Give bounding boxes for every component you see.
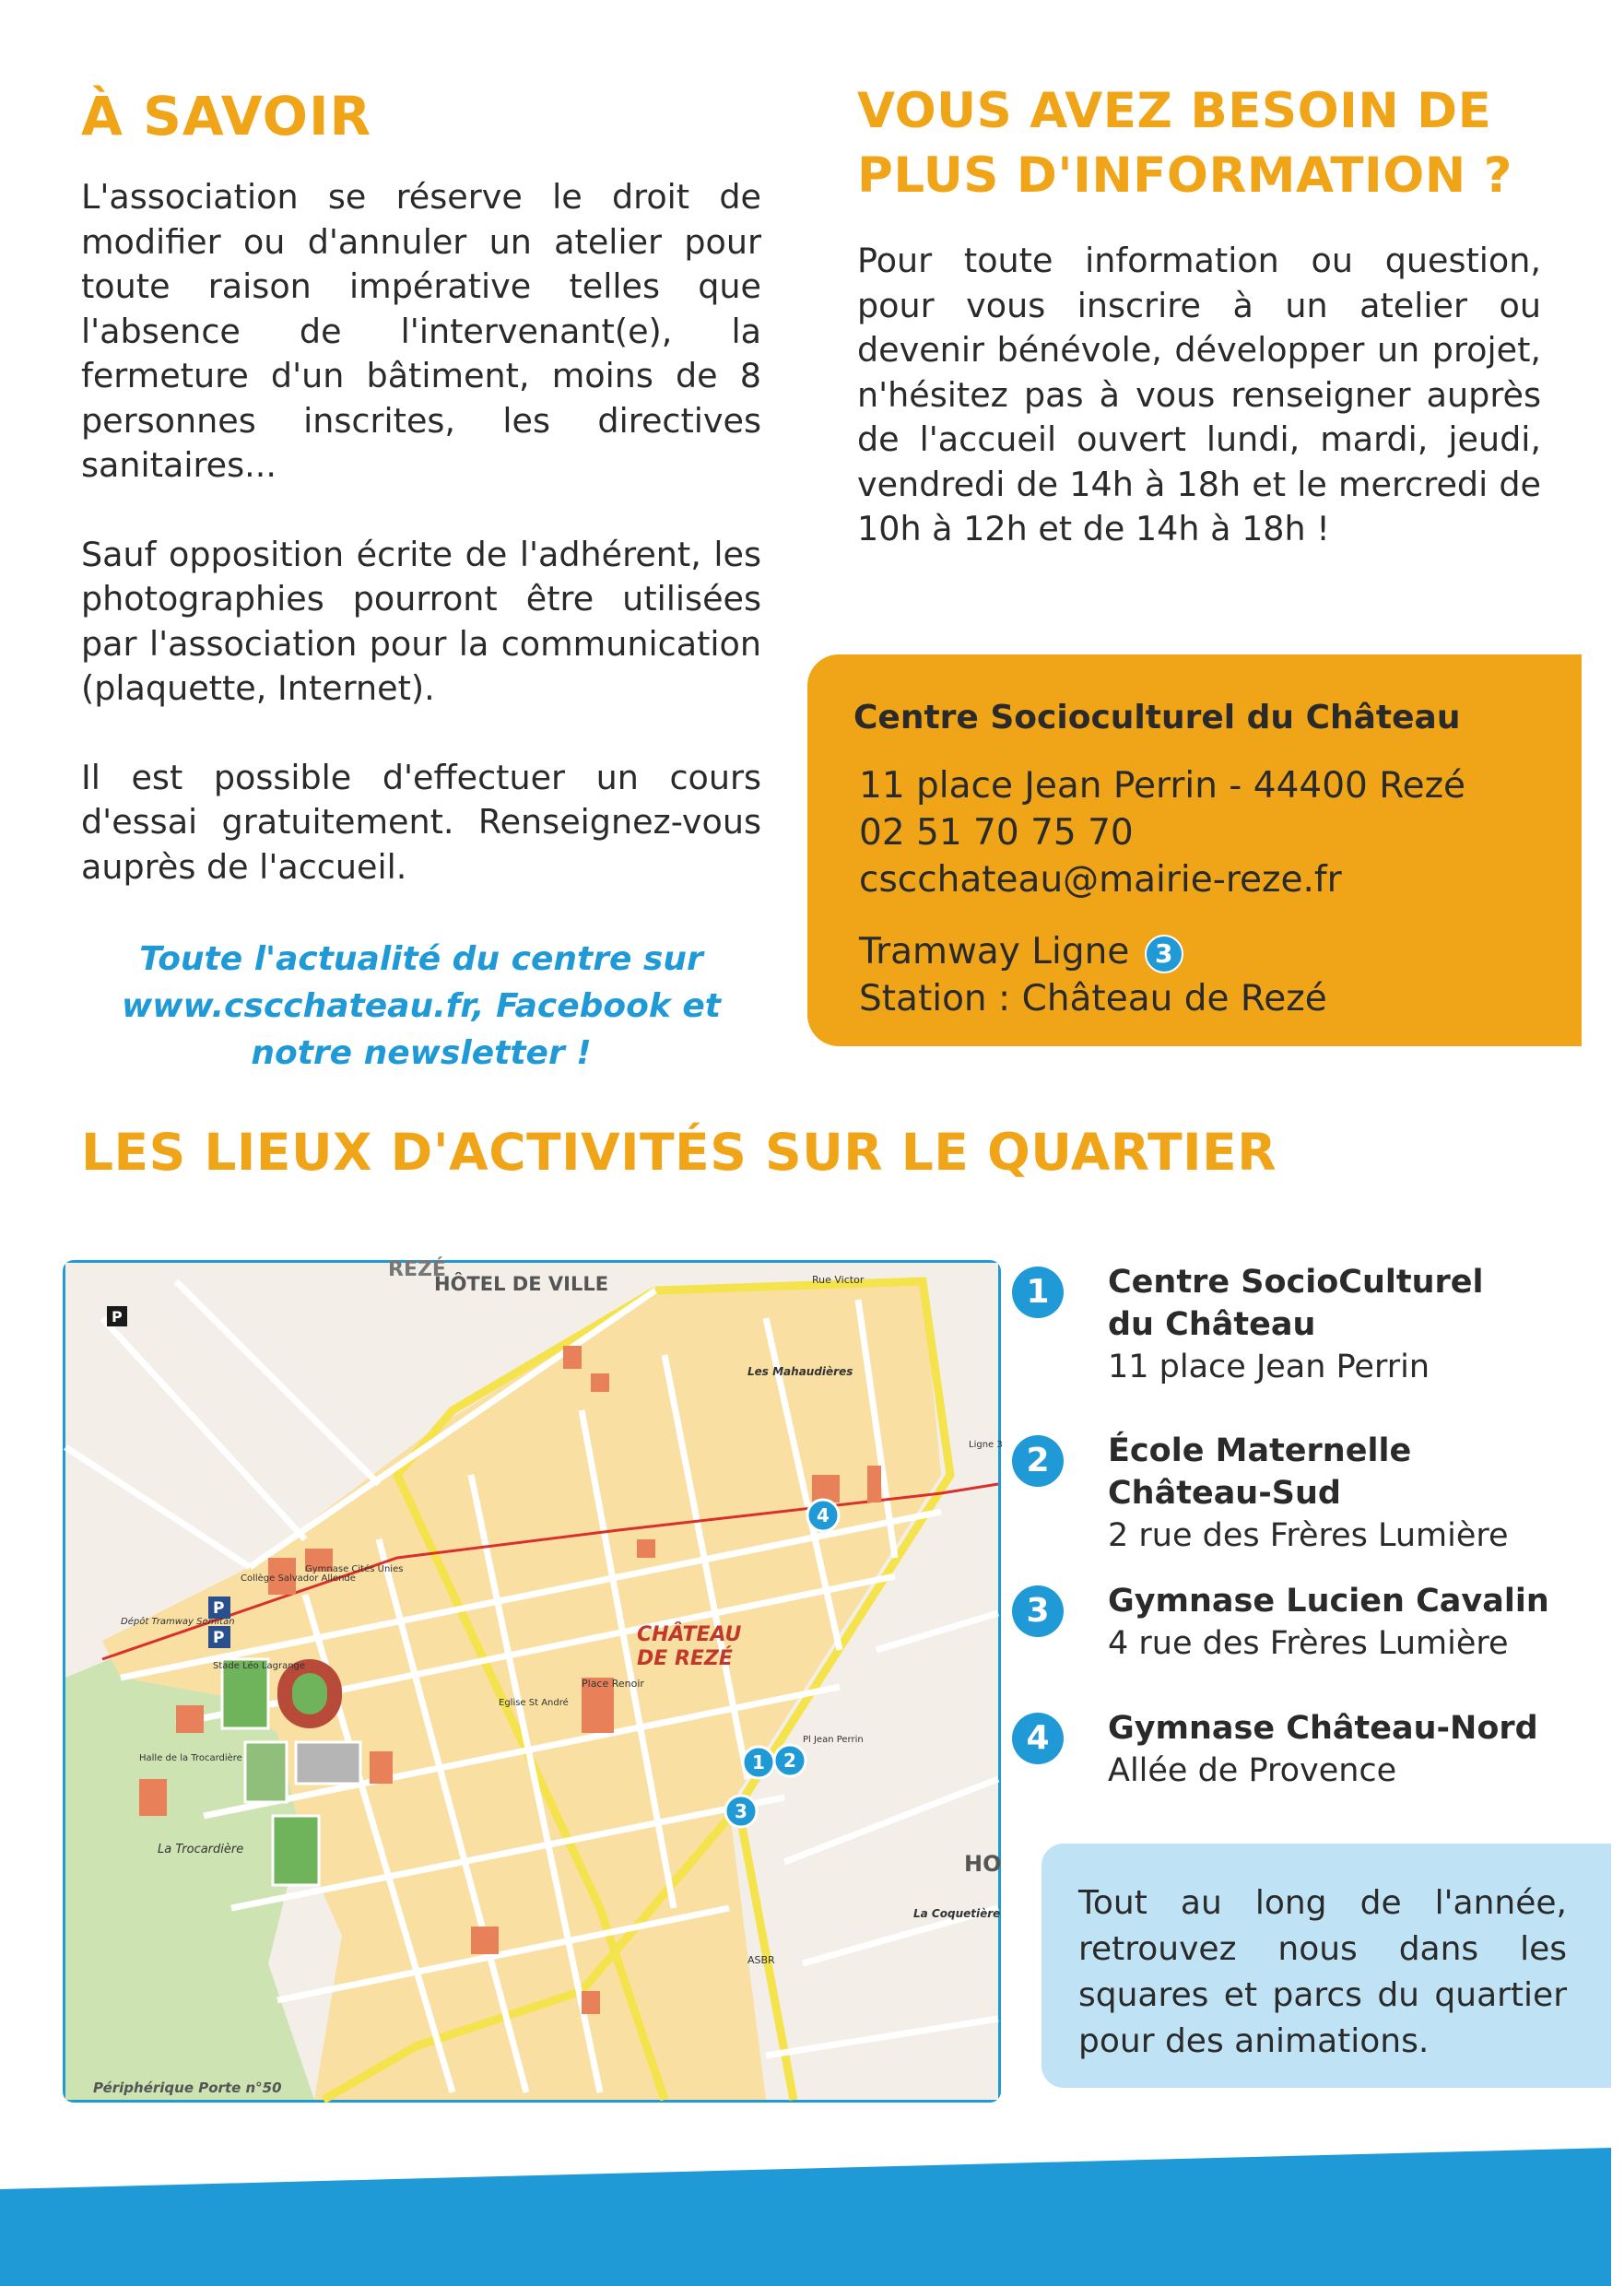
marker-3[interactable] xyxy=(725,1796,757,1827)
marker-4[interactable] xyxy=(807,1500,839,1531)
legend-text-3 xyxy=(1108,1580,1624,1665)
map-label-depot: Dépôt Tramway Semitan xyxy=(121,1617,235,1627)
website-note-line-1: Toute l'actualité du centre sur xyxy=(139,940,703,978)
map-label-asbr: ASBR xyxy=(747,1954,775,1966)
map-label-jean-perrin: Pl Jean Perrin xyxy=(803,1735,864,1745)
legend-text-1 xyxy=(1108,1261,1624,1388)
map-label-mahaudieres: Les Mahaudières xyxy=(747,1365,853,1378)
svg-text:3: 3 xyxy=(735,1800,747,1822)
contact-name: Centre Socioculturel du Château xyxy=(853,699,1461,736)
map-label-ligne-3: Ligne 3 xyxy=(969,1440,1003,1450)
map-label-reze: REZÉ xyxy=(388,1258,446,1281)
sports-field-3 xyxy=(296,1742,360,1784)
legend-text-2 xyxy=(1108,1430,1624,1557)
info-title-line-1: VOUS AVEZ BESOIN DE xyxy=(857,83,1492,139)
map-label-stade: Stade Léo Lagrange xyxy=(213,1661,306,1671)
legend-address-1: 11 place Jean Perrin xyxy=(1108,1349,1430,1385)
athletics-field xyxy=(292,1673,327,1714)
squares-note-box xyxy=(1041,1844,1611,2088)
contact-box xyxy=(807,654,1582,1046)
savoir-paragraph-1: L'association se réserve le droit de modifier ou d'annuler un atelier pour toute raison impérative telles que l'absence de l'intervenant(e), la fermeture d'un bâtiment, moins de 8 personnes inscrites, les directives sanitaires... xyxy=(81,177,761,485)
info-title-line-2: PLUS D'INFORMATION ? xyxy=(857,147,1512,204)
map-label-hotel-de-ville: HÔTEL DE VILLE xyxy=(434,1273,609,1295)
map-drawing xyxy=(65,1258,1003,2100)
savoir-body xyxy=(81,175,761,934)
map-label-de-reze: DE REZÉ xyxy=(637,1647,733,1670)
info-body: Pour toute information ou question, pour vous inscrire à un atelier ou devenir bénévole, développer un projet, n'hésitez pas à vous renseigner auprès de l'accueil ouvert lundi, mardi, jeudi, vendredi de 14h à 18h et le mercredi de 10h à 12h et de 14h à 18h ! xyxy=(857,241,1541,548)
legend-name-1a: Centre SocioCulturel xyxy=(1108,1264,1484,1301)
website-note-line-3: notre newsletter ! xyxy=(251,1034,592,1072)
svg-text:P: P xyxy=(213,1599,225,1618)
legend-number-2: 2 xyxy=(1012,1435,1064,1487)
svg-text:P: P xyxy=(213,1629,225,1647)
website-note-line-2[interactable]: www.cscchateau.fr, Facebook et xyxy=(122,987,721,1025)
svg-text:P: P xyxy=(112,1308,123,1326)
map-label-rue-victor: Rue Victor xyxy=(812,1274,865,1286)
marker-2[interactable] xyxy=(774,1745,806,1776)
neighborhood-map xyxy=(63,1260,1001,2103)
contact-details xyxy=(859,762,1465,903)
svg-text:4: 4 xyxy=(817,1504,830,1526)
sports-field-4 xyxy=(273,1816,319,1885)
legend-name-1b: du Château xyxy=(1108,1306,1316,1343)
contact-tram xyxy=(859,928,1327,1022)
map-label-chateau: CHÂTEAU xyxy=(637,1623,742,1646)
legend-name-4a: Gymnase Château-Nord xyxy=(1108,1710,1538,1747)
savoir-title: À SAVOIR xyxy=(81,85,372,147)
svg-text:2: 2 xyxy=(783,1750,796,1772)
tram-line-badge: 3 xyxy=(1145,935,1183,973)
website-note xyxy=(81,936,761,1077)
contact-phone[interactable]: 02 51 70 75 70 xyxy=(859,812,1134,854)
savoir-paragraph-2: Sauf opposition écrite de l'adhérent, les photographies pourront être utilisées par l'association pour la communication (plaquette, Internet). xyxy=(81,534,761,708)
map-label-ho: HO xyxy=(964,1851,1002,1877)
legend-address-4: Allée de Provence xyxy=(1108,1752,1397,1789)
contact-address: 11 place Jean Perrin - 44400 Rezé xyxy=(859,765,1466,807)
legend-name-3a: Gymnase Lucien Cavalin xyxy=(1108,1583,1549,1620)
map-label-trocardiere: La Trocardière xyxy=(158,1843,244,1856)
tram-label: Tramway Ligne xyxy=(859,931,1130,972)
map-label-eglise: Eglise St André xyxy=(499,1698,569,1708)
legend-name-2b: Château-Sud xyxy=(1108,1475,1341,1512)
lieux-title: LES LIEUX D'ACTIVITÉS SUR LE QUARTIER xyxy=(81,1123,1277,1182)
legend-address-2: 2 rue des Frères Lumière xyxy=(1108,1517,1509,1554)
map-label-peripherique: Périphérique Porte n°50 xyxy=(93,2080,282,2096)
legend-text-4 xyxy=(1108,1707,1624,1792)
map-label-halle: Halle de la Trocardière xyxy=(139,1753,242,1763)
legend-number-1: 1 xyxy=(1012,1267,1064,1318)
marker-1[interactable] xyxy=(743,1747,774,1778)
svg-text:1: 1 xyxy=(752,1751,765,1773)
contact-email[interactable]: cscchateau@mairie-reze.fr xyxy=(859,859,1342,901)
savoir-paragraph-3: Il est possible d'effectuer un cours d'essai gratuitement. Renseignez-vous auprès de l'accueil. xyxy=(81,757,761,887)
legend-name-2a: École Maternelle xyxy=(1108,1432,1412,1469)
sports-field-2 xyxy=(245,1742,287,1802)
tram-station: Station : Château de Rezé xyxy=(859,978,1327,1019)
legend-address-3: 4 rue des Frères Lumière xyxy=(1108,1625,1509,1662)
footer-band xyxy=(0,2148,1611,2286)
legend-number-4: 4 xyxy=(1012,1713,1064,1764)
map-label-coquetiere: La Coquetière xyxy=(913,1907,1001,1920)
info-title xyxy=(857,79,1512,208)
legend-number-3: 3 xyxy=(1012,1585,1064,1637)
map-label-college: Collège Salvador Allende xyxy=(241,1573,356,1584)
squares-note-text: Tout au long de l'année, retrouvez nous dans les squares et parcs du quartier pour des animations. xyxy=(1078,1884,1567,2060)
map-label-gymnase-cites: Gymnase Cités Unies xyxy=(305,1564,404,1574)
map-label-place-renoir: Place Renoir xyxy=(582,1678,644,1690)
